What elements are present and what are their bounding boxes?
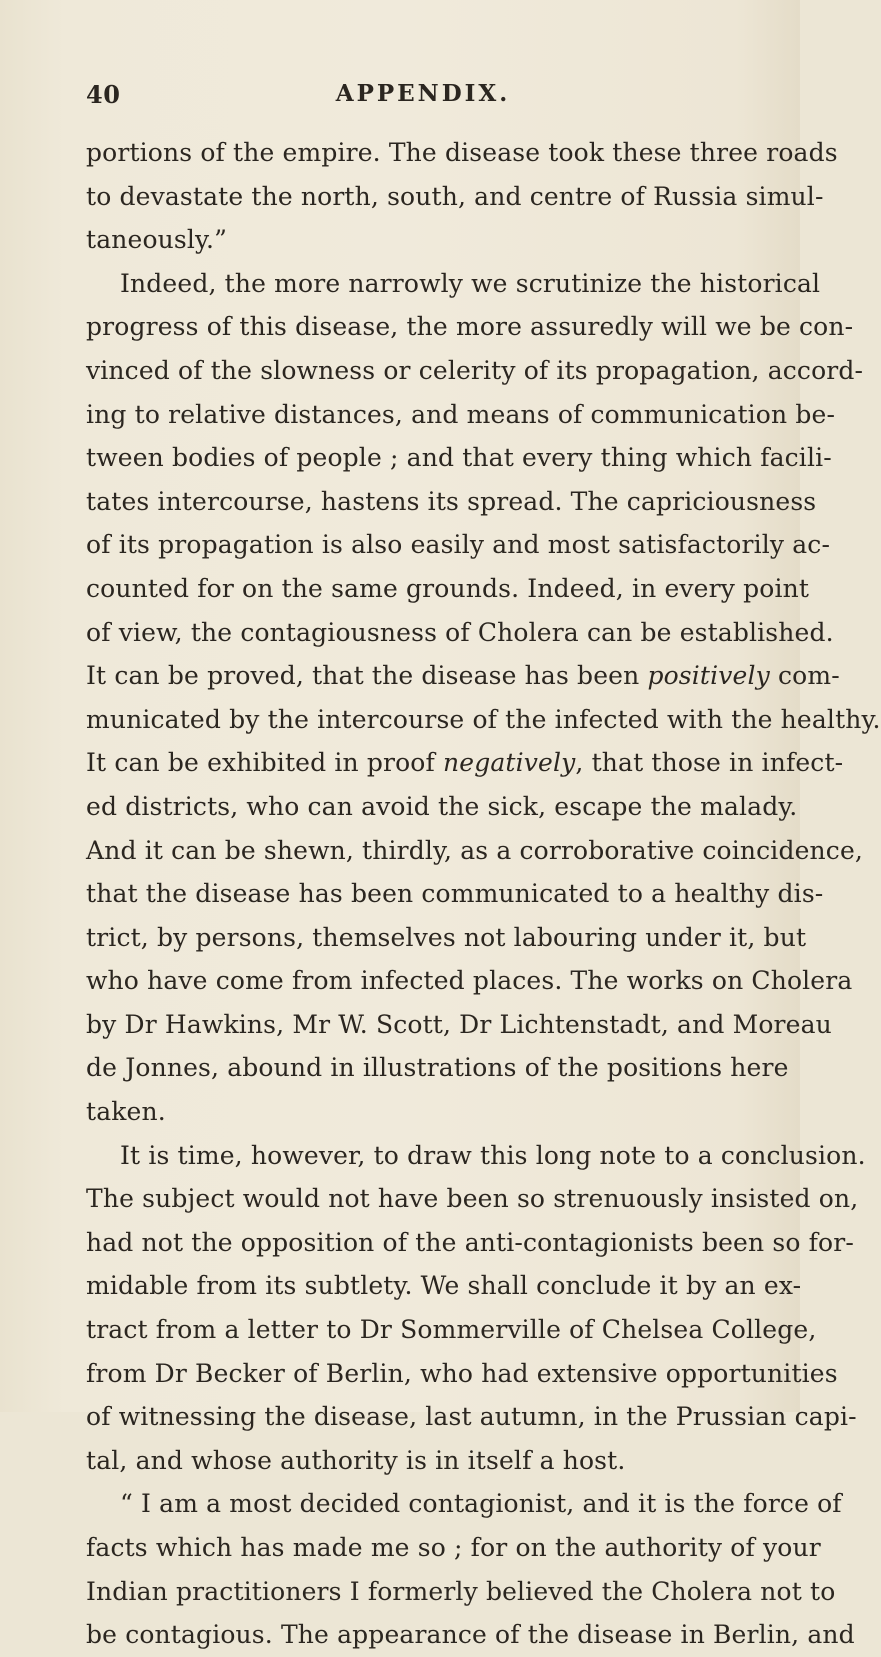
paragraph <box>86 1134 866 1483</box>
text-line: It can be exhibited in proof negatively, that those in infect- <box>86 748 844 778</box>
text-line: vinced of the slowness or celerity of its propagation, accord- <box>86 355 864 385</box>
text-line: It can be proved, that the disease has been positively com- <box>86 661 840 691</box>
text-line: had not the opposition of the anti-contagionists been so for- <box>86 1227 854 1257</box>
text-line: taken. <box>86 1097 166 1127</box>
text-line: ing to relative distances, and means of communication be- <box>86 399 836 429</box>
text-line: facts which has made me so ; for on the authority of your <box>86 1533 821 1562</box>
text-line: counted for on the same grounds. Indeed, in every point <box>86 573 810 603</box>
body-text <box>86 131 881 1657</box>
text-line: Indian practitioners I formerly believed the Cholera not to <box>86 1576 836 1606</box>
page-number: 40 <box>86 80 121 109</box>
paragraph <box>86 1482 855 1656</box>
text-line: ed districts, who can avoid the sick, escape the malady. <box>86 791 798 821</box>
text-line: Indeed, the more narrowly we scrutinize the historical <box>120 268 821 298</box>
text-line: of view, the contagiousness of Cholera can be established. <box>86 617 834 647</box>
running-head-title: APPENDIX. <box>335 80 511 107</box>
text-line: municated by the intercourse of the infected with the healthy. <box>86 704 881 734</box>
text-line: of witnessing the disease, last autumn, in the Prussian capi- <box>86 1402 857 1432</box>
text-line: tal, and whose authority is in itself a host. <box>86 1445 626 1475</box>
text-line: trict, by persons, themselves not labouring under it, but <box>86 922 807 952</box>
text-line: tween bodies of people ; and that every thing which facili- <box>86 443 832 473</box>
text-line: portions of the empire. The disease took these three roads <box>86 138 838 167</box>
text-line: by Dr Hawkins, Mr W. Scott, Dr Lichtenstadt, and Moreau <box>86 1009 832 1039</box>
text-line: progress of this disease, the more assuredly will we be con- <box>86 312 854 342</box>
text-line: who have come from infected places. The works on Cholera <box>86 966 853 996</box>
text-line: “ I am a most decided contagionist, and it is the force of <box>120 1489 842 1519</box>
text-line: The subject would not have been so strenuously insisted on, <box>86 1184 859 1214</box>
page-header <box>86 80 720 120</box>
text-line: It is time, however, to draw this long note to a conclusion. <box>120 1140 866 1170</box>
text-line: from Dr Becker of Berlin, who had extensive opportunities <box>86 1358 838 1388</box>
paragraph <box>86 262 881 1134</box>
text-line: midable from its subtlety. We shall conclude it by an ex- <box>86 1271 802 1301</box>
text-line: tract from a letter to Dr Sommerville of Chelsea College, <box>86 1315 817 1345</box>
text-line: And it can be shewn, thirdly, as a corroborative coincidence, <box>86 835 863 865</box>
text-line: to devastate the north, south, and centre of Russia simul- <box>86 181 824 211</box>
paragraph <box>86 131 838 262</box>
text-line: be contagious. The appearance of the disease in Berlin, and <box>86 1620 855 1650</box>
text-line: of its propagation is also easily and most satisfactorily ac- <box>86 530 831 560</box>
text-line: tates intercourse, hastens its spread. The capriciousness <box>86 486 817 516</box>
text-line: taneously.” <box>86 225 228 255</box>
text-line: that the disease has been communicated to a healthy dis- <box>86 879 824 909</box>
text-line: de Jonnes, abound in illustrations of the positions here <box>86 1053 789 1083</box>
